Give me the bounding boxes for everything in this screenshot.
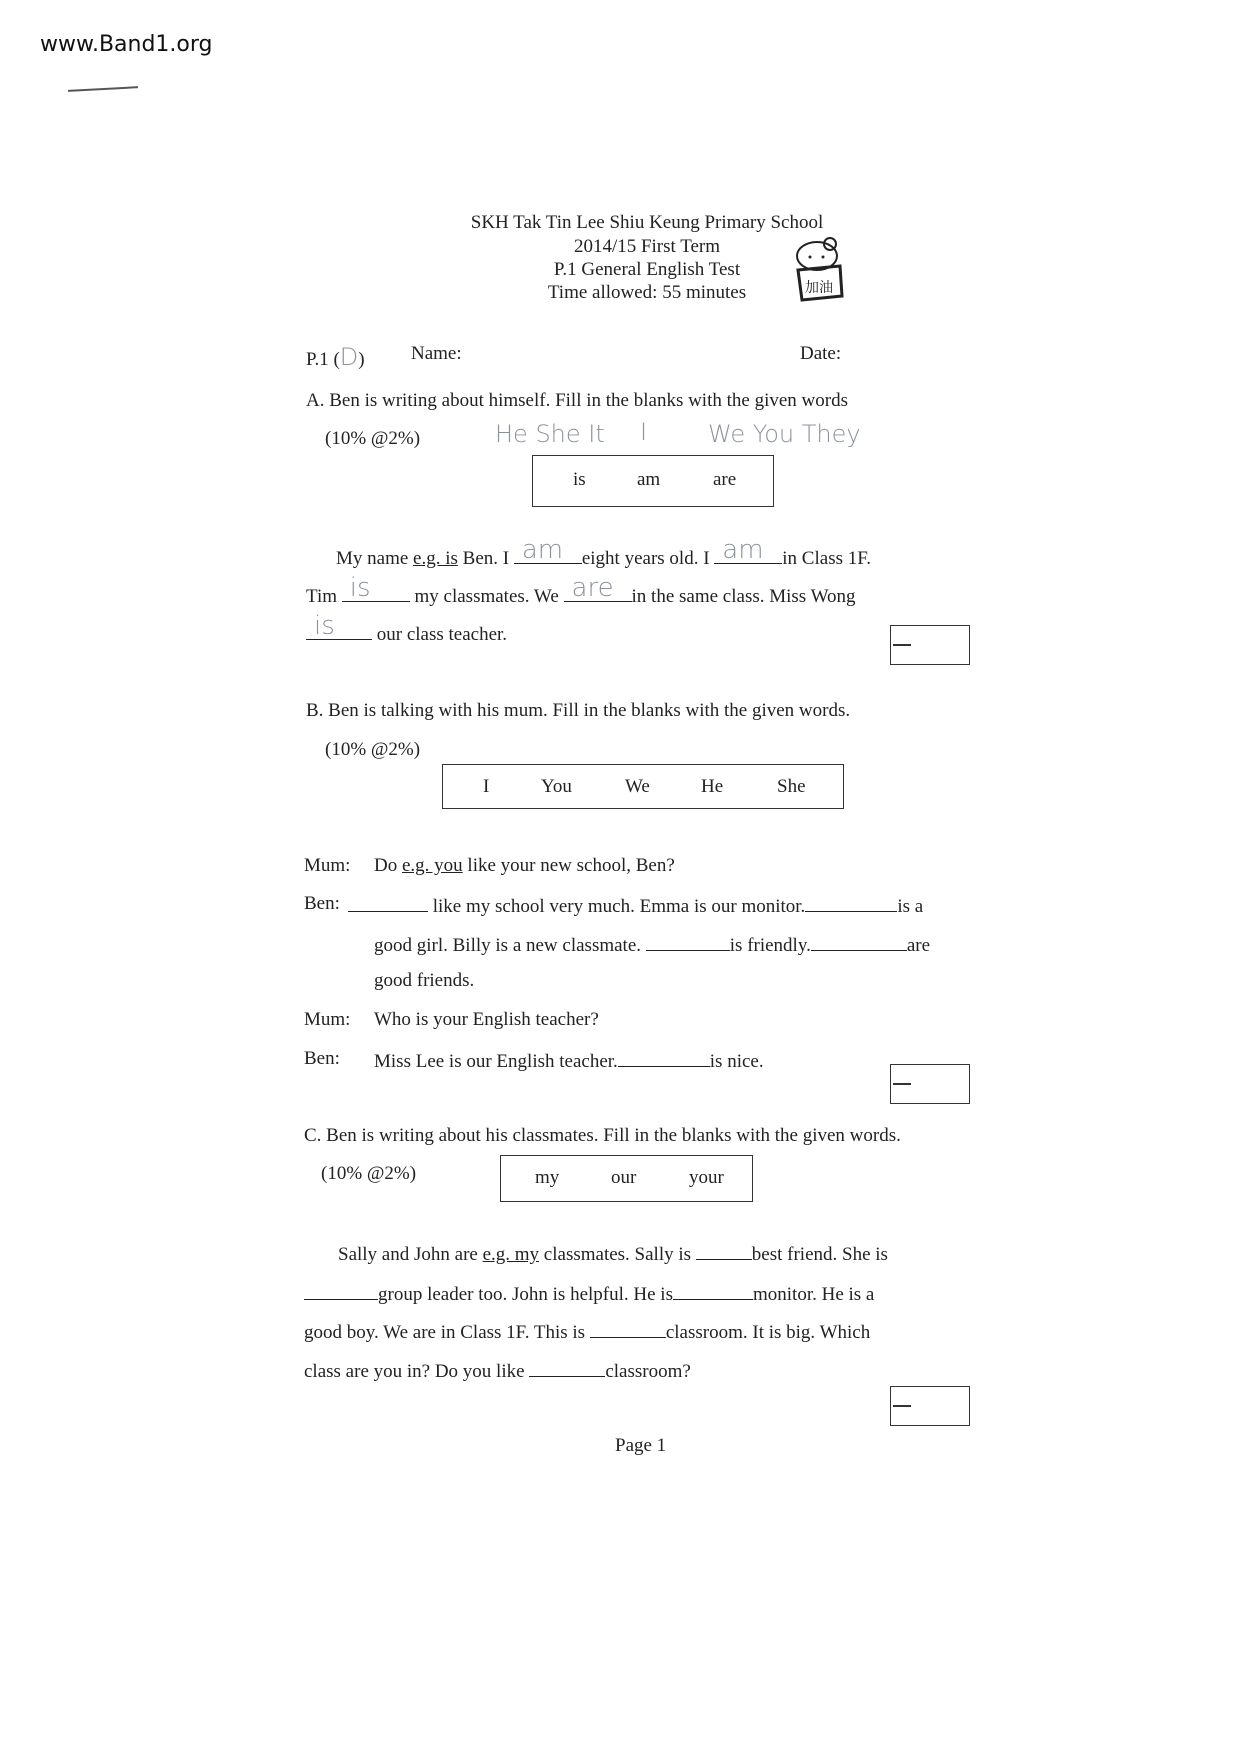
- blank[interactable]: [304, 1281, 378, 1300]
- speaker: Ben:: [304, 1048, 340, 1069]
- blank[interactable]: [348, 893, 428, 912]
- class-value: D: [339, 343, 359, 371]
- blank[interactable]: [811, 932, 907, 951]
- test-name: P.1 General English Test: [553, 259, 741, 280]
- dialogue-line: Miss Lee is our English teacher. is nice.: [374, 1048, 764, 1073]
- time-allowed: Time allowed: 55 minutes: [547, 282, 747, 303]
- word: She: [777, 776, 806, 797]
- blank[interactable]: is: [306, 621, 372, 640]
- dialogue-line: good friends.: [374, 970, 475, 991]
- note-we-you-they: We You They: [708, 420, 861, 448]
- svg-text:加油: 加油: [805, 281, 833, 296]
- word: I: [483, 776, 490, 797]
- speaker: Mum:: [304, 855, 351, 876]
- class-field[interactable]: [306, 343, 365, 371]
- word: We: [625, 776, 650, 797]
- section-c-heading: C. Ben is writing about his classmates. Fill in the blanks with the given words.: [304, 1125, 901, 1146]
- para-c-line-1: Sally and John are e.g. my classmates. Sally is best friend. She is: [338, 1241, 888, 1266]
- dialogue-line: Do e.g. you like your new school, Ben?: [374, 855, 675, 876]
- page-number: Page 1: [615, 1435, 667, 1456]
- note-i: I: [640, 418, 648, 446]
- word: our: [611, 1167, 637, 1188]
- score-box-a: [890, 625, 970, 665]
- word: my: [535, 1167, 560, 1188]
- blank[interactable]: [646, 932, 730, 951]
- blank[interactable]: am: [514, 545, 582, 564]
- word-box-a: [532, 455, 774, 507]
- hello-kitty-stamp-icon: [790, 236, 848, 302]
- word: your: [689, 1167, 724, 1188]
- speaker: Ben:: [304, 893, 340, 914]
- blank[interactable]: [618, 1048, 710, 1067]
- watermark: www.Band1.org: [40, 32, 213, 57]
- class-label: P.1 (: [306, 349, 340, 370]
- blank[interactable]: am: [714, 545, 782, 564]
- para-a-line-2: Tim is my classmates. We are in the same class. Miss Wong: [306, 573, 856, 607]
- para-c-line-3: good boy. We are in Class 1F. This is classroom. It is big. Which: [304, 1319, 870, 1344]
- class-close: ): [358, 349, 365, 370]
- term: 2014/15 First Term: [573, 236, 721, 257]
- section-a-marks: (10% @2%): [325, 428, 421, 449]
- score-box-b: [890, 1064, 970, 1104]
- word-box-b: [442, 764, 844, 809]
- name-label: Name:: [411, 343, 462, 364]
- para-a-line-3: is our class teacher.: [306, 621, 507, 646]
- section-a-heading: A. Ben is writing about himself. Fill in the blanks with the given words: [306, 390, 848, 411]
- dialogue-line: like my school very much. Emma is our monitor. is a: [348, 893, 923, 918]
- blank[interactable]: are: [564, 583, 632, 602]
- date-label: Date:: [800, 343, 842, 364]
- blank[interactable]: is: [342, 583, 410, 602]
- blank[interactable]: [696, 1241, 752, 1260]
- blank[interactable]: [529, 1358, 605, 1377]
- section-b-marks: (10% @2%): [325, 739, 421, 760]
- para-a-line-1: My name e.g. is Ben. I am eight years old. I am in Class 1F.: [336, 535, 872, 569]
- blank[interactable]: [590, 1319, 666, 1338]
- word-box-c: [500, 1155, 753, 1202]
- section-c-marks: (10% @2%): [321, 1163, 417, 1184]
- note-he-she-it: He She It: [495, 420, 605, 448]
- word: You: [541, 776, 572, 797]
- dialogue-line: good girl. Billy is a new classmate. is friendly. are: [374, 932, 930, 957]
- para-c-line-4: class are you in? Do you like classroom?: [304, 1358, 691, 1383]
- blank[interactable]: [805, 893, 897, 912]
- word: is: [573, 469, 586, 490]
- pen-mark: [68, 86, 138, 92]
- word: He: [701, 776, 724, 797]
- word: are: [713, 469, 737, 490]
- school-name: SKH Tak Tin Lee Shiu Keung Primary School: [470, 212, 824, 233]
- dialogue-line: Who is your English teacher?: [374, 1009, 599, 1030]
- speaker: Mum:: [304, 1009, 351, 1030]
- score-box-c: [890, 1386, 970, 1426]
- word: am: [637, 469, 661, 490]
- blank[interactable]: [673, 1281, 753, 1300]
- section-b-heading: B. Ben is talking with his mum. Fill in the blanks with the given words.: [306, 700, 851, 721]
- para-c-line-2: group leader too. John is helpful. He is monitor. He is a: [304, 1281, 874, 1306]
